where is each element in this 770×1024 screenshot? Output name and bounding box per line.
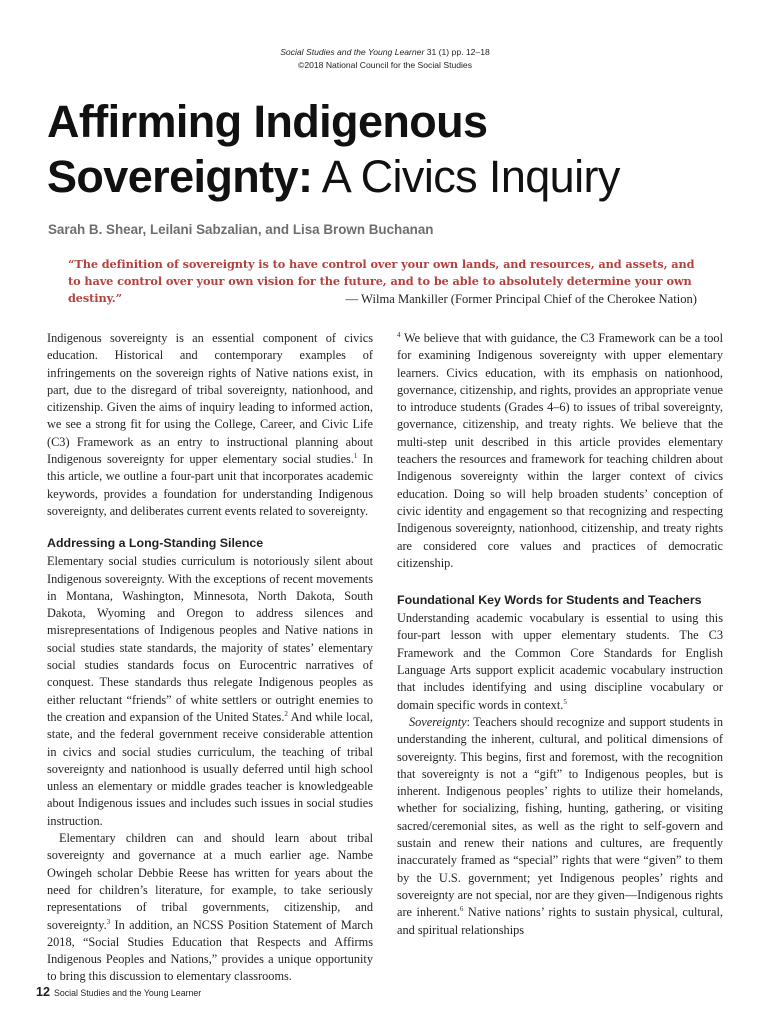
journal-header bbox=[0, 46, 770, 72]
text-run: : Teachers should recognize and support students in understanding the inherent, cultural, and political dimensions of sovereignty. This begins, first and foremost, with the recognition that sovereignty is not a “gift” to Indigenous peoples, but is inherent. Indigenous peoples’ rights to utilize their homelands, whether for socializing, fishing, hunting, gathering, or visiting sacred/ceremonial sites, as well as the right to self-govern and sustain and renew their nations and cultures, are frequently inaccurately framed as “special” rights that were “given” to them by the U.S. government; yet Indigenous peoples’ rights and sovereignty are not special, nor are they given—Indigenous rights are inherent. bbox=[397, 714, 723, 920]
article-title bbox=[47, 94, 620, 204]
footnote-ref: 1 bbox=[353, 451, 358, 460]
body-paragraph bbox=[47, 830, 373, 986]
key-term: Sovereignty bbox=[409, 714, 467, 729]
left-column bbox=[47, 330, 373, 986]
body-paragraph bbox=[47, 553, 373, 830]
text-run: Elementary social studies curriculum is notoriously silent about Indigenous sovereignty. With the exceptions of recent movements in Montana, Washington, Minnesota, North Dakota, South Dakota, Wyoming and Oregon to address silences and misrepresentations of Indigenous peoples and Native nations in social studies state standards, the majority of states’ elementary social studies standards focus on Eurocentric narratives of conquest. These standards thus relegate Indigenous peoples as either reluctant “friends” of white settlers or outright enemies to the creation and expansion of the United States. bbox=[47, 554, 373, 724]
intro-paragraph bbox=[47, 330, 373, 520]
page-number: 12 bbox=[36, 985, 51, 999]
author-list: Sarah B. Shear, Leilani Sabzalian, and Lisa Brown Buchanan bbox=[48, 222, 434, 237]
journal-issue: 31 (1) pp. 12–18 bbox=[424, 47, 490, 57]
footnote-ref: 6 bbox=[459, 905, 464, 914]
section-heading: Foundational Key Words for Students and Teachers bbox=[397, 593, 702, 608]
text-run: In this article, we outline a four-part unit that incorporates academic keywords, provides a foundation for understanding Indigenous sovereignty, and deliberates current events related to sovereignty. bbox=[47, 452, 373, 518]
epigraph-quote: “The definition of sovereignty is to have control over your own lands, and resources, and assets, and to have control over your own vision for the future, and to be able to absolutely determine your own destiny.” bbox=[68, 257, 695, 305]
body-paragraph bbox=[397, 714, 723, 939]
section-heading: Addressing a Long-Standing Silence bbox=[47, 536, 264, 551]
right-column bbox=[397, 330, 723, 939]
title-line-2-light: A Civics Inquiry bbox=[312, 151, 620, 202]
title-line-1: Affirming Indigenous bbox=[47, 96, 488, 147]
text-run: Understanding academic vocabulary is essential to using this four-part lesson with upper elementary students. The C3 Framework and the Common Core Standards for English Language Arts support explicit academic vocabulary instruction that includes identifying and using discipline vocabulary or domain specific words in context. bbox=[397, 611, 723, 712]
epigraph-attribution: — Wilma Mankiller (Former Principal Chief of the Cherokee Nation) bbox=[345, 292, 697, 306]
footnote-ref: 4 bbox=[397, 330, 401, 339]
text-run: And while local, state, and the federal government receive considerable attention in civics and social studies curriculum, the teaching of tribal sovereignty and nationhood is usually deferred until high school unless an elementary or middle grades teacher is knowledgeable about Indigenous issues and includes such issues in social studies instruction. bbox=[47, 709, 373, 828]
footnote-ref: 2 bbox=[284, 709, 288, 718]
text-run: Native nations’ rights to sustain physical, cultural, and spiritual relationships bbox=[397, 905, 723, 937]
journal-citation bbox=[0, 46, 770, 59]
footnote-ref: 3 bbox=[106, 917, 111, 926]
copyright: ©2018 National Council for the Social Studies bbox=[297, 60, 472, 70]
body-paragraph bbox=[397, 610, 723, 714]
text-run: Indigenous sovereignty is an essential component of civics education. Historical and contemporary examples of infringements on the sovereign rights of Native nations exist, in part, due to the disregard of tribal sovereignty, nationhood, and citizenship. Given the aims of inquiry leading to informed action, we see a strong fit for using the College, Career, and Civic Life (C3) Framework as an entry to instructional planning about Indigenous sovereignty for upper elementary social studies. bbox=[47, 331, 373, 467]
body-paragraph-continued bbox=[397, 330, 723, 572]
journal-name: Social Studies and the Young Learner bbox=[280, 47, 425, 57]
text-run: We believe that with guidance, the C3 Framework can be a tool for examining Indigenous sovereignty with upper elementary learners. Civics education, with its emphasis on nationhood, governance, citizenship, and rights, provides an appropriate venue to introduce students (Grades 4–6) to issues of tribal sovereignty, governance, citizenship, and treaty rights. We believe that the multi-step unit described in this article provides elementary teachers the resources and framework for teaching children about Indigenous sovereignty within the larger context of civics education. Doing so will help broaden students’ conception of civic identity and engagement so that recognizing and respecting Indigenous sovereignty, nationhood, citizenship, and treaty rights are considered core values and practices of democratic citizenship. bbox=[397, 331, 723, 570]
footnote-ref: 5 bbox=[563, 697, 567, 706]
text-run: Elementary children can and should learn about tribal sovereignty and governance at a much earlier age. Nambe Owingeh scholar Debbie Reese has written for years about the need for children’s literature, for example, to take seriously representations of tribal governments, citizenship, and sovereignty. bbox=[47, 831, 373, 932]
footer-journal-name: Social Studies and the Young Learner bbox=[54, 988, 202, 998]
page-footer bbox=[36, 983, 201, 1001]
text-run: In addition, an NCSS Position Statement of March 2018, “Social Studies Education that Respects and Affirms Indigenous Peoples and Nations,” provides a unique opportunity to bring this discussion to elementary classrooms. bbox=[47, 917, 373, 984]
title-line-2-bold: Sovereignty: bbox=[47, 151, 313, 202]
